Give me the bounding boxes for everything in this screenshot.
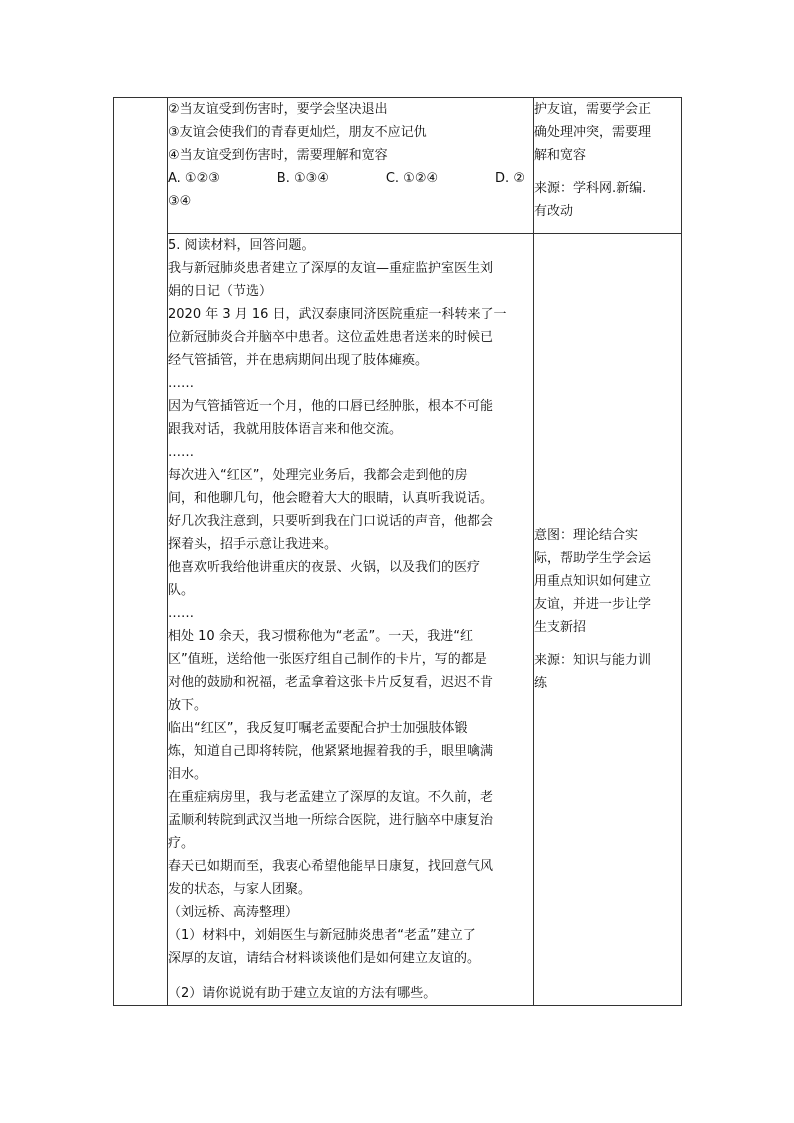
lesson-table — [113, 97, 682, 1006]
text-line: 每次进入“红区”，处理完业务后，我都会走到他的房 — [168, 468, 468, 483]
note-cell — [534, 234, 682, 1006]
text-line: 队。 — [168, 583, 195, 598]
option-statement-3: ③友谊会使我们的青春更灿烂，朋友不应记仇 — [168, 125, 427, 140]
text-line: 在重症病房里，我与老孟建立了深厚的友谊。不久前，老 — [168, 790, 494, 805]
text-line: 娟的日记（节选） — [168, 284, 273, 299]
text-line: 区”值班，送给他一张医疗组自己制作的卡片，写的都是 — [168, 652, 487, 667]
option-statement-4: ④当友谊受到伤害时，需要理解和宽容 — [168, 148, 388, 163]
intent-line: 用重点知识如何建立 — [534, 574, 652, 589]
reading-question-cell — [168, 234, 534, 1006]
intent-line: 生支新招 — [534, 620, 587, 635]
text-line: 因为气管插管近一个月，他的口唇已经肿胀，根本不可能 — [168, 399, 494, 414]
text-line: 经气管插管，并在患病期间出现了肢体瘫痪。 — [168, 353, 429, 368]
note-line: 解和宽容 — [534, 148, 587, 163]
text-line: 疗。 — [168, 836, 195, 851]
text-line: …… — [168, 606, 194, 621]
option-d-wrap: ③④ — [168, 194, 192, 209]
text-line: 间，和他聊几句，他会瞪着大大的眼睛，认真听我说话。 — [168, 491, 494, 506]
text-line: 放下。 — [168, 698, 208, 713]
text-line: 2020 年 3 月 16 日，武汉泰康同济医院重症一科转来了一 — [168, 307, 507, 322]
intent-line: 意图：理论结合实 — [534, 528, 639, 543]
note-line: 护友谊，需要学会正 — [534, 102, 652, 117]
table-row — [114, 234, 682, 1006]
text-line: 他喜欢听我给他讲重庆的夜景、火锅，以及我们的医疗 — [168, 560, 481, 575]
row-label-cell — [114, 98, 168, 1006]
source-line: 来源：学科网.新编. — [534, 181, 647, 196]
intent-line: 友谊，并进一步让学 — [534, 597, 652, 612]
option-statement-2: ②当友谊受到伤害时，要学会坚决退出 — [168, 102, 388, 117]
answer-options — [168, 167, 533, 190]
question-2: （2）请你说说有助于建立友谊的方法有哪些。 — [168, 986, 437, 1001]
note-line: 确处理冲突，需要理 — [534, 125, 652, 140]
text-line: 发的状态，与家人团聚。 — [168, 882, 312, 897]
intent-line: 际，帮助学生学会运 — [534, 551, 652, 566]
question-cell — [168, 98, 534, 234]
text-line: 泪水。 — [168, 767, 208, 782]
text-line: 春天已如期而至，我衷心希望他能早日康复，找回意气风 — [168, 859, 494, 874]
question-1-cont: 深厚的友谊，请结合材料谈谈他们是如何建立友谊的。 — [168, 951, 481, 966]
text-line: 临出“红区”，我反复叮嘱老孟要配合护士加强肢体锻 — [168, 721, 468, 736]
text-line: 对他的鼓励和祝福，老孟拿着这张卡片反复看，迟迟不肯 — [168, 675, 494, 690]
table-row — [114, 98, 682, 234]
text-line: 位新冠肺炎合并脑卒中患者。这位孟姓患者送来的时候已 — [168, 330, 494, 345]
text-line: 跟我对话，我就用肢体语言来和他交流。 — [168, 422, 403, 437]
text-line: 好几次我注意到，只要听到我在门口说话的声音，他都会 — [168, 514, 494, 529]
text-line: 我与新冠肺炎患者建立了深厚的友谊—重症监护室医生刘 — [168, 261, 494, 276]
option-b: B. ①③④ — [276, 171, 329, 186]
text-line: 孟顺利转院到武汉当地一所综合医院，进行脑卒中康复治 — [168, 813, 494, 828]
text-line: 探着头，招手示意让我进来。 — [168, 537, 338, 552]
source-line: 练 — [534, 676, 548, 691]
note-cell — [534, 98, 682, 234]
text-line: …… — [168, 445, 194, 460]
text-line: …… — [168, 376, 194, 391]
source-line: 有改动 — [534, 204, 574, 219]
option-c: C. ①②④ — [385, 171, 439, 186]
text-line: （刘远桥、高涛整理） — [168, 905, 299, 920]
option-a: A. ①②③ — [168, 171, 220, 186]
option-d: D. ② — [495, 171, 525, 186]
source-line: 来源：知识与能力训 — [534, 653, 652, 668]
text-line: 炼，知道自己即将转院，他紧紧地握着我的手，眼里噙满 — [168, 744, 494, 759]
question-1: （1）材料中，刘娟医生与新冠肺炎患者“老孟”建立了 — [168, 928, 476, 943]
text-line: 5. 阅读材料，回答问题。 — [168, 238, 315, 253]
text-line: 相处 10 余天，我习惯称他为“老孟”。一天，我进“红 — [168, 629, 474, 644]
